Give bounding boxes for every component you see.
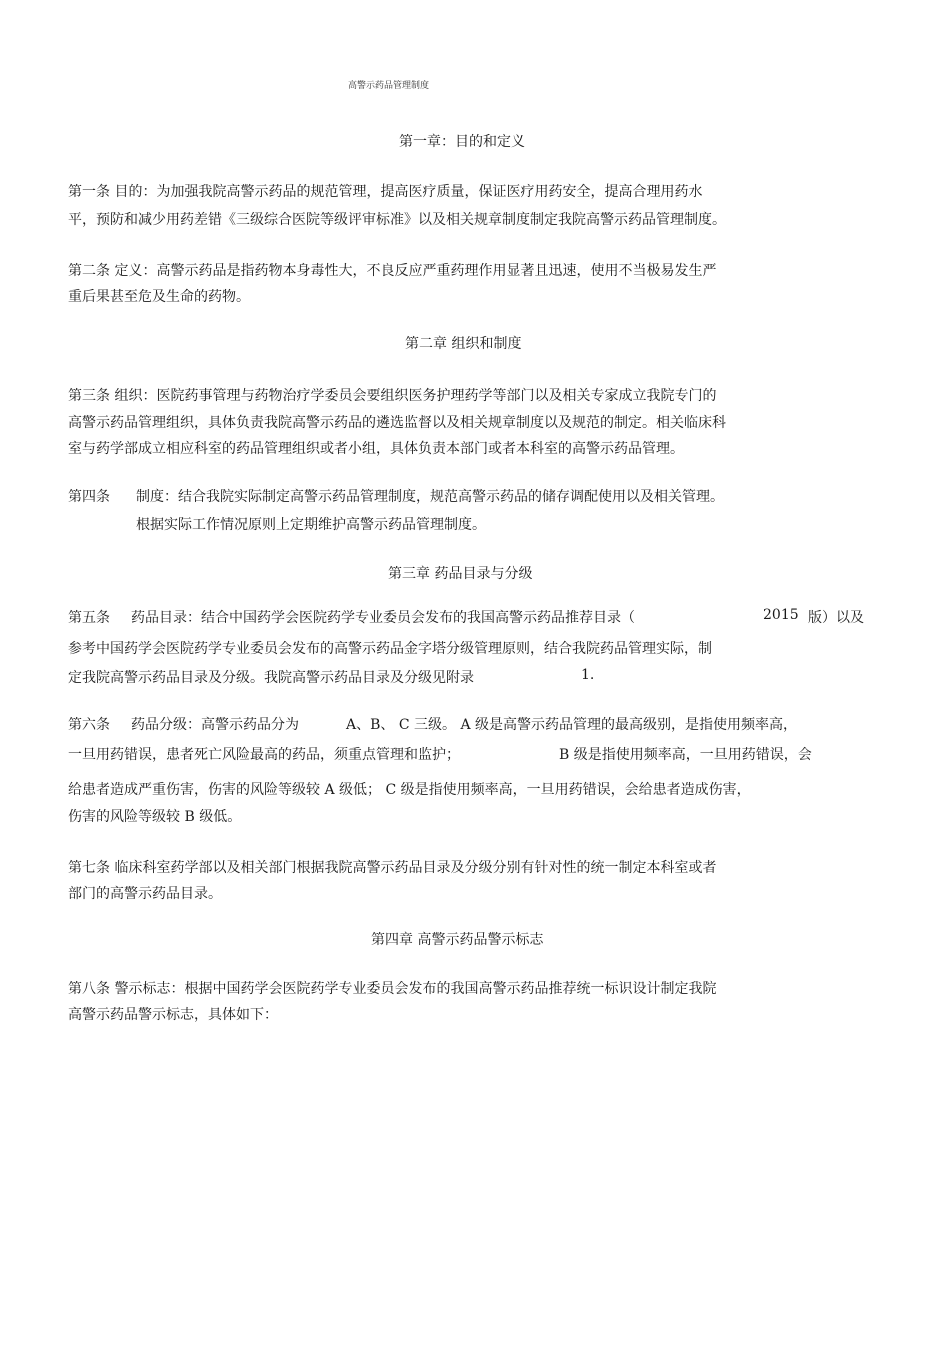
article-6-line-1-levels: A、B、 C 三级。 A 级是高警示药品管理的最高级别，是指使用频率高， (346, 717, 798, 733)
article-6-line-2-level-b: B 级是指使用频率高，一旦用药错误，会 (559, 747, 812, 763)
article-3-line-1: 第三条 组织：医院药事管理与药物治疗学委员会要组织医务护理药学等部门以及相关专家成立我院专门的 (68, 388, 717, 404)
article-8-line-2: 高警示药品警示标志，具体如下： (68, 1007, 278, 1023)
article-6-line-1-text: 药品分级：高警示药品分为 (131, 717, 299, 733)
article-5-appendix-number: 1. (581, 667, 595, 683)
article-7-line-2: 部门的高警示药品目录。 (68, 886, 222, 902)
article-5-line-2: 参考中国药学会医院药学专业委员会发布的高警示药品金字塔分级管理原则，结合我院药品管理实际，制 (68, 641, 712, 657)
article-4-label: 第四条 (68, 489, 110, 505)
chapter-4-title: 第四章 高警示药品警示标志 (371, 932, 544, 948)
chapter-1-title: 第一章：目的和定义 (399, 134, 525, 150)
article-3-line-2: 高警示药品管理组织，具体负责我院高警示药品的遴选监督以及相关规章制度以及规范的制定。相关临床科 (68, 415, 726, 431)
article-7-line-1: 第七条 临床科室药学部以及相关部门根据我院高警示药品目录及分级分别有针对性的统一制定本科室或者 (68, 860, 717, 876)
article-2-line-2: 重后果甚至危及生命的药物。 (68, 289, 250, 305)
article-5-line-3-text: 定我院高警示药品目录及分级。我院高警示药品目录及分级见附录 (68, 670, 474, 686)
document-header-title: 高警示药品管理制度 (348, 81, 430, 91)
article-4-line-2: 根据实际工作情况原则上定期维护高警示药品管理制度。 (136, 517, 486, 533)
article-1-line-2: 平，预防和减少用药差错《三级综合医院等级评审标准》以及相关规章制度制定我院高警示药品管理制度。 (68, 212, 726, 228)
article-5-line-1-text: 药品目录：结合中国药学会医院药学专业委员会发布的我国高警示药品推荐目录（ (131, 610, 635, 626)
article-6-line-4: 伤害的风险等级较 B 级低。 (68, 809, 242, 825)
article-5-label: 第五条 (68, 610, 110, 626)
article-4-line-1: 制度：结合我院实际制定高警示药品管理制度，规范高警示药品的储存调配使用以及相关管理。 (136, 489, 724, 505)
article-5-year: 2015 (763, 607, 799, 623)
article-1-line-1: 第一条 目的：为加强我院高警示药品的规范管理，提高医疗质量，保证医疗用药安全，提高合理用药水 (68, 184, 703, 200)
article-2-line-1: 第二条 定义：高警示药品是指药物本身毒性大，不良反应严重药理作用显著且迅速，使用不当极易发生严 (68, 263, 717, 279)
article-5-line-1-end: 版）以及 (808, 610, 864, 626)
article-6-label: 第六条 (68, 717, 110, 733)
article-6-line-2-text: 一旦用药错误，患者死亡风险最高的药品，须重点管理和监护； (68, 747, 460, 763)
chapter-3-title: 第三章 药品目录与分级 (388, 566, 533, 582)
article-8-line-1: 第八条 警示标志：根据中国药学会医院药学专业委员会发布的我国高警示药品推荐统一标识设计制定我院 (68, 981, 717, 997)
article-6-line-3: 给患者造成严重伤害，伤害的风险等级较 A 级低； C 级是指使用频率高，一旦用药错误，会给患者造成伤害， (68, 782, 751, 798)
article-3-line-3: 室与药学部成立相应科室的药品管理组织或者小组，具体负责本部门或者本科室的高警示药品管理。 (68, 441, 684, 457)
chapter-2-title: 第二章 组织和制度 (405, 336, 522, 352)
